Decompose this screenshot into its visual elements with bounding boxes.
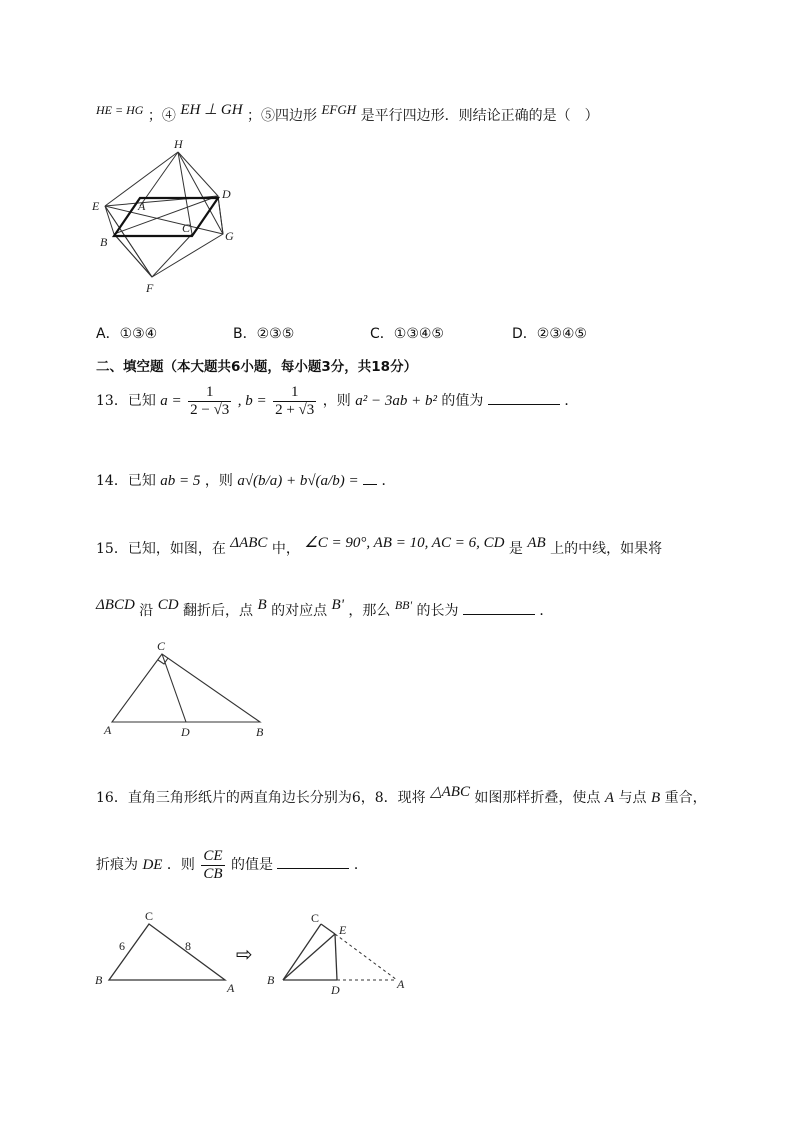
q13-frac2-den: 2 + √3 bbox=[275, 401, 315, 418]
q15-bprime: B' bbox=[331, 597, 344, 613]
label-a: A bbox=[138, 199, 146, 213]
label-h: H bbox=[174, 137, 183, 151]
label-b: B bbox=[256, 725, 264, 739]
label-c: C bbox=[182, 221, 191, 235]
q14-expression: a√(b/a) + b√(a/b) = bbox=[237, 473, 359, 489]
label-8: 8 bbox=[185, 939, 191, 953]
label-f: F bbox=[146, 281, 154, 295]
q16-arrow-icon: ⇨ bbox=[236, 942, 253, 966]
q16-line1 bbox=[96, 782, 707, 807]
label-b: B bbox=[267, 973, 275, 987]
q16-crease: 折痕为 bbox=[96, 857, 138, 873]
q14-mid: ，则 bbox=[204, 473, 233, 489]
q16-yu: 与点 bbox=[618, 790, 647, 806]
q16-tail-b: 重合， bbox=[664, 790, 707, 806]
label-g: G bbox=[225, 229, 234, 243]
q15-dui: 的对应点 bbox=[271, 603, 328, 619]
q15-line1 bbox=[96, 533, 662, 558]
q16-tail: 的值是 bbox=[230, 857, 273, 873]
q12-parallelogram-figure bbox=[88, 137, 248, 300]
q13-frac2-num: 1 bbox=[290, 384, 299, 400]
q15-tail1: 上的中线，如果将 bbox=[550, 541, 663, 557]
q13-b-eq: , b = bbox=[237, 393, 267, 409]
q15-cd: CD bbox=[157, 597, 179, 613]
q14-condition: ab = 5 bbox=[160, 473, 201, 489]
q16-tail-a: 如图那样折叠，使点 bbox=[474, 790, 601, 806]
q15-triangle-bcd: ΔBCD bbox=[96, 597, 135, 613]
q13-mid: ，则 bbox=[322, 393, 351, 409]
q12-question-text: 是平行四边形．则结论正确的是（ ） bbox=[360, 108, 599, 124]
q16-folded-triangle bbox=[263, 912, 413, 1002]
label-c: C bbox=[311, 911, 320, 925]
q15-shi: 是 bbox=[508, 541, 523, 557]
q13-frac1-den: 2 − √3 bbox=[190, 401, 230, 418]
q14-end: ． bbox=[381, 473, 396, 489]
q15-triangle-figure bbox=[100, 640, 280, 740]
label-e: E bbox=[92, 199, 100, 213]
q15-name: ，那么 bbox=[348, 603, 391, 619]
q13-prefix: 13．已知 bbox=[96, 393, 156, 409]
q15-ab: AB bbox=[527, 535, 546, 551]
label-a: A bbox=[104, 723, 112, 737]
label-b: B bbox=[95, 973, 103, 987]
q15-fold: 翻折后，点 bbox=[183, 603, 254, 619]
q12-option-a: A．①③④ bbox=[96, 326, 158, 342]
q13-end: ． bbox=[564, 393, 579, 409]
sep-4: ；④ bbox=[147, 108, 176, 124]
q14-prefix: 14．已知 bbox=[96, 473, 156, 489]
label-c: C bbox=[157, 639, 166, 653]
q15-given: ∠C = 90°, AB = 10, AC = 6, CD bbox=[304, 535, 505, 551]
q15-answer-blank[interactable] bbox=[463, 614, 535, 615]
q13 bbox=[96, 384, 578, 418]
q16-point-a: A bbox=[604, 790, 615, 806]
math-he-eq-hg: HE = HG bbox=[96, 103, 144, 117]
q16-de: DE bbox=[142, 857, 163, 873]
q15-yan: 沿 bbox=[139, 603, 154, 619]
q16-triangle-abc: △ABC bbox=[430, 784, 470, 800]
q16-original-triangle bbox=[95, 909, 245, 1002]
section-2-title: 二、填空题（本大题共6小题，每小题3分，共18分） bbox=[96, 359, 418, 375]
q16-ratio-num: CE bbox=[203, 848, 223, 864]
q15-triangle-abc: ΔABC bbox=[230, 535, 268, 551]
label-6: 6 bbox=[119, 939, 125, 953]
label-c: C bbox=[145, 909, 154, 923]
q12-option-b: B．②③⑤ bbox=[233, 326, 295, 342]
q15-tail2: 的长为 bbox=[416, 603, 459, 619]
q15-prefix: 15．已知，如图，在 bbox=[96, 541, 226, 557]
q13-frac1-num: 1 bbox=[205, 384, 214, 400]
q12-option-d: D．②③④⑤ bbox=[512, 326, 587, 342]
q14-answer-blank[interactable] bbox=[363, 484, 377, 485]
q15-end: ． bbox=[539, 603, 554, 619]
label-d: D bbox=[222, 187, 231, 201]
q14 bbox=[96, 470, 396, 490]
q16-text: 16．直角三角形纸片的两直角边长分别为6，8．现将 bbox=[96, 790, 426, 806]
q16-answer-blank[interactable] bbox=[277, 868, 349, 869]
q15-bbprime: BB' bbox=[394, 598, 413, 612]
q16-ratio-den: CB bbox=[203, 865, 223, 882]
sep-5: ；⑤四边形 bbox=[247, 108, 318, 124]
q16-line2 bbox=[96, 848, 368, 882]
label-d: D bbox=[331, 983, 340, 997]
q13-expression: a² − 3ab + b² bbox=[355, 393, 437, 409]
q13-answer-blank[interactable] bbox=[488, 404, 560, 405]
math-efgh: EFGH bbox=[321, 102, 357, 117]
label-b: B bbox=[100, 235, 108, 249]
q15-zhong: 中， bbox=[271, 541, 300, 557]
q13-a-eq: a = bbox=[160, 393, 182, 409]
q15-line2 bbox=[96, 597, 553, 620]
q15-b: B bbox=[257, 597, 267, 613]
q12-statement-tail bbox=[96, 100, 599, 125]
label-d: D bbox=[181, 725, 190, 739]
math-eh-perp-gh: EH ⊥ GH bbox=[180, 102, 243, 118]
q12-option-c: C．①③④⑤ bbox=[370, 326, 444, 342]
q16-ze: ．则 bbox=[166, 857, 195, 873]
q16-point-b: B bbox=[650, 790, 661, 806]
q13-fraction-b bbox=[273, 384, 316, 418]
q16-ratio-fraction bbox=[201, 848, 224, 882]
label-a: A bbox=[227, 981, 235, 995]
label-e: E bbox=[339, 923, 347, 937]
label-a: A bbox=[397, 977, 405, 991]
q13-tail: 的值为 bbox=[441, 393, 484, 409]
q13-fraction-a bbox=[188, 384, 231, 418]
q16-end: ． bbox=[353, 857, 368, 873]
